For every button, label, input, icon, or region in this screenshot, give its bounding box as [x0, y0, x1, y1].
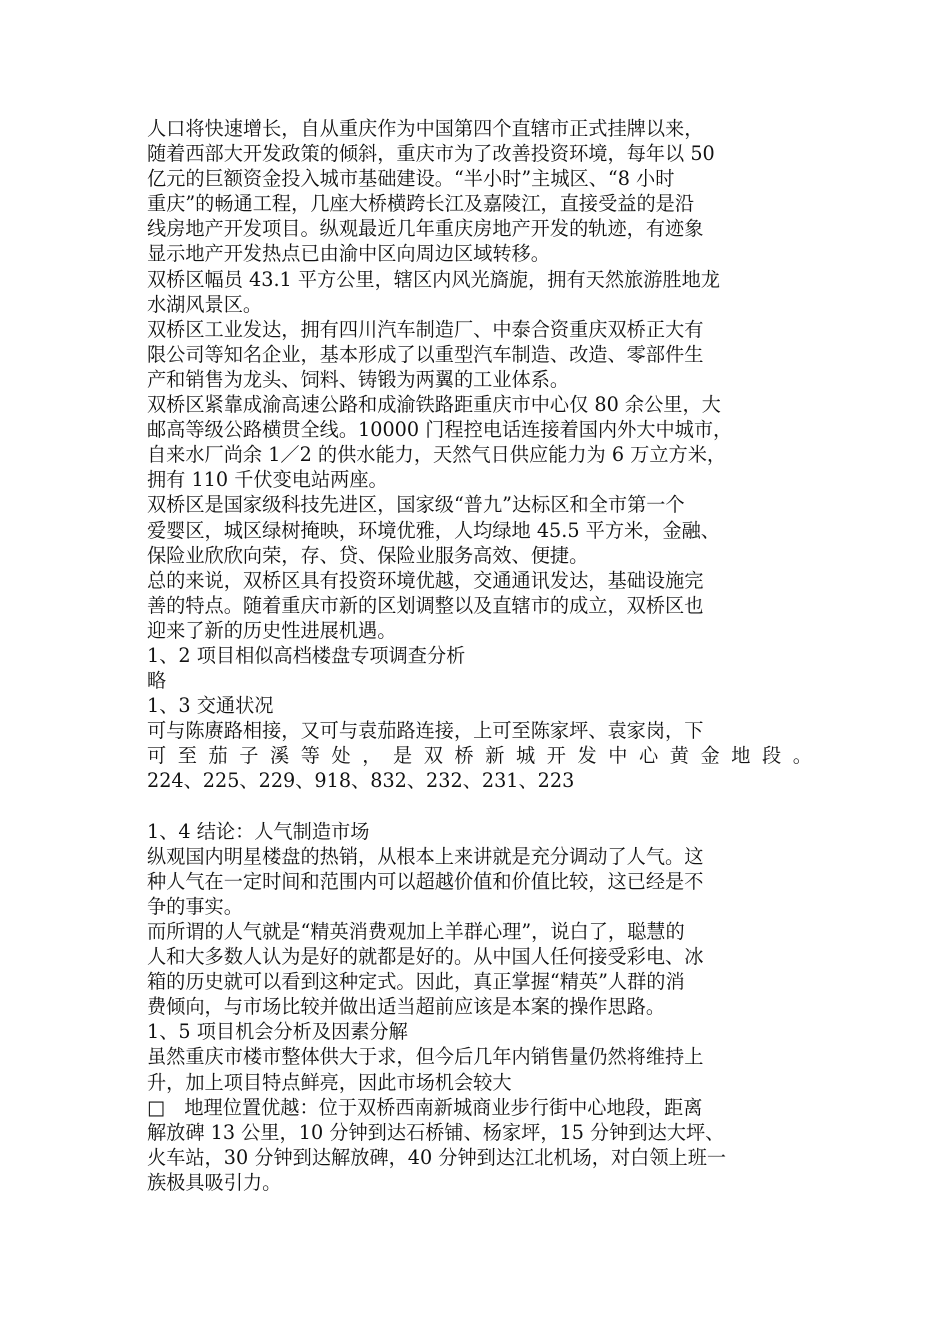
- justified-char: 新: [485, 744, 505, 768]
- text-line: 产和销售为龙头、饲料、铸锻为两翼的工业体系。: [147, 367, 570, 391]
- section-heading: 1、4 结论：人气制造市场: [147, 819, 370, 843]
- justified-char: 。: [792, 744, 812, 768]
- justified-char: 双: [423, 744, 443, 768]
- justified-char: 可: [147, 744, 167, 768]
- text-line: 人口将快速增长，自从重庆作为中国第四个直辖市正式挂牌以来，: [147, 117, 704, 140]
- justified-char: 溪: [270, 744, 290, 768]
- text-line: 虽然重庆市楼市整体供大于求，但今后几年内销售量仍然将维持上: [147, 1045, 704, 1069]
- text-line: 邮高等级公路横贯全线。10000 门程控电话连接着国内外大中城市，: [147, 418, 733, 442]
- justified-char: 地: [731, 744, 751, 768]
- text-line: 线房地产开发项目。纵观最近几年重庆房地产开发的轨迹，有迹象: [147, 217, 704, 241]
- justified-char: 黄: [669, 744, 689, 768]
- text-line: □ 地理位置优越：位于双桥西南新城商业步行街中心地段，距离: [147, 1095, 703, 1119]
- blank-line: [147, 794, 812, 819]
- text-line: 善的特点。随着重庆市新的区划调整以及直辖市的成立，双桥区也: [147, 593, 704, 617]
- text-line: 双桥区工业发达，拥有四川汽车制造厂、中泰合资重庆双桥正大有: [147, 317, 704, 341]
- justified-char: 等: [300, 744, 320, 768]
- section-heading: 1、5 项目机会分析及因素分解: [147, 1020, 408, 1044]
- text-line: 重庆”的畅通工程，几座大桥横跨长江及嘉陵江，直接受益的是沿: [147, 192, 695, 216]
- text-line: 人和大多数人认为是好的就都是好的。从中国人任何接受彩电、冰: [147, 945, 704, 969]
- text-line: 双桥区紧靠成渝高速公路和成渝铁路距重庆市中心仅 80 余公里，大: [147, 393, 721, 417]
- text-line: 争的事实。: [147, 894, 243, 918]
- text-line: 迎来了新的历史性进展机遇。: [147, 618, 397, 642]
- text-line: 限公司等知名企业，基本形成了以重型汽车制造、改造、零部件生: [147, 342, 704, 366]
- justified-char: ，: [362, 744, 382, 768]
- text-line: 纵观国内明星楼盘的热销，从根本上来讲就是充分调动了人气。这: [147, 844, 704, 868]
- justified-char: 金: [700, 744, 720, 768]
- section-heading: 1、2 项目相似高档楼盘专项调查分析: [147, 643, 466, 667]
- text-line: 双桥区幅员 43.1 平方公里，辖区内风光旖旎，拥有天然旅游胜地龙: [147, 267, 720, 291]
- justified-char: 处: [331, 744, 351, 768]
- justified-char: 至: [177, 744, 197, 768]
- text-line: 费倾向，与市场比较并做出适当超前应该是本案的操作思路。: [147, 995, 666, 1019]
- text-line: 随着西部大开发政策的倾斜，重庆市为了改善投资环境，每年以 50: [147, 142, 715, 166]
- text-line: 解放碑 13 公里，10 分钟到达石桥铺、杨家坪，15 分钟到达大坪、: [147, 1120, 725, 1144]
- text-line: 种人气在一定时间和范围内可以超越价值和价值比较，这已经是不: [147, 869, 704, 893]
- justified-char: 开: [546, 744, 566, 768]
- text-line: 亿元的巨额资金投入城市基础建设。“半小时”主城区、“8 小时: [147, 167, 675, 191]
- section-heading: 1、3 交通状况: [147, 694, 274, 718]
- text-line: 保险业欣欣向荣，存、贷、保险业服务高效、便捷。: [147, 543, 589, 567]
- text-line: 水湖风景区。: [147, 292, 263, 316]
- justified-char: 城: [516, 744, 536, 768]
- justified-char: 段: [762, 744, 782, 768]
- text-line: 总的来说，双桥区具有投资环境优越，交通通讯发达，基础设施完: [147, 568, 704, 592]
- text-line: 族极具吸引力。: [147, 1170, 282, 1194]
- text-line: 升，加上项目特点鲜亮，因此市场机会较大: [147, 1070, 512, 1094]
- justified-char: 子: [239, 744, 259, 768]
- justified-char: 茄: [208, 744, 228, 768]
- justified-char: 心: [639, 744, 659, 768]
- text-line: 略: [147, 669, 167, 693]
- justified-text-line: [147, 743, 812, 768]
- document-page: [147, 116, 812, 1195]
- justified-char: 中: [608, 744, 628, 768]
- text-line: 可与陈赓路相接，又可与袁茄路连接，上可至陈家坪、袁家岗，下: [147, 719, 704, 743]
- text-line: 火车站，30 分钟到达解放碑，40 分钟到达江北机场，对白领上班一: [147, 1145, 727, 1169]
- text-line: 显示地产开发热点已由渝中区向周边区域转移。: [147, 242, 550, 266]
- justified-char: 是: [393, 744, 413, 768]
- justified-char: 发: [577, 744, 597, 768]
- text-line: 而所谓的人气就是“精英消费观加上羊群心理”，说白了，聪慧的: [147, 920, 685, 943]
- text-line: 自来水厂尚余 1／2 的供水能力，天然气日供应能力为 6 万立方米，: [147, 443, 727, 467]
- text-line: 爱婴区，城区绿树掩映，环境优雅，人均绿地 45.5 平方米，金融、: [147, 518, 720, 542]
- text-line: 箱的历史就可以看到这种定式。因此，真正掌握“精英”人群的消: [147, 970, 685, 994]
- justified-char: 桥: [454, 744, 474, 768]
- bus-routes-line: 224、225、229、918、832、232、231、223: [147, 769, 575, 793]
- text-line: 双桥区是国家级科技先进区，国家级“普九”达标区和全市第一个: [147, 493, 685, 517]
- text-line: 拥有 110 千伏变电站两座。: [147, 468, 388, 492]
